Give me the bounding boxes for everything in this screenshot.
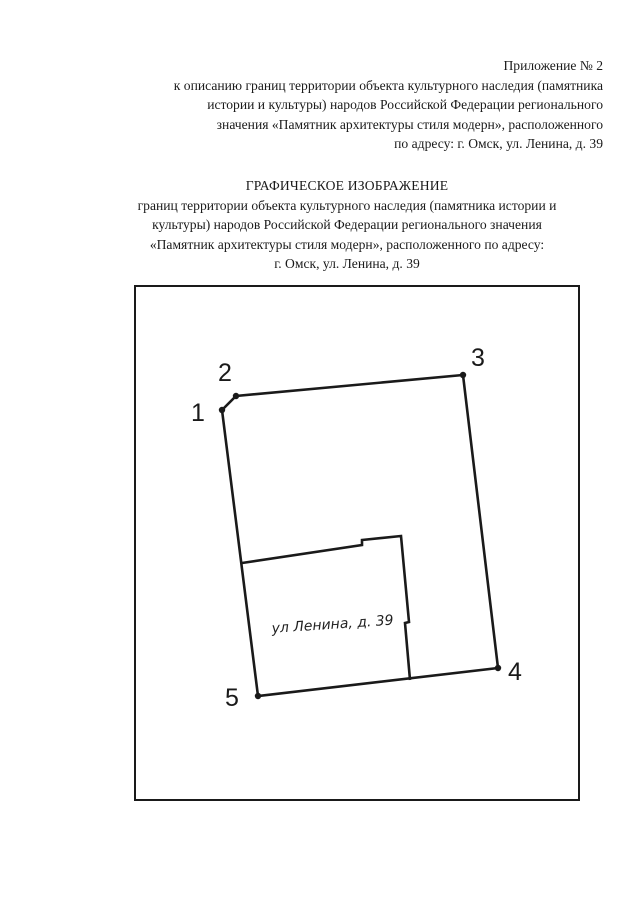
appendix-text-line: к описанию границ территории объекта культурного наследия (памятника xyxy=(173,77,603,93)
point-label-4: 4 xyxy=(508,658,522,686)
boundary-point-4 xyxy=(495,665,501,671)
heading-text-line: г. Омск, ул. Ленина, д. 39 xyxy=(274,256,420,271)
boundary-point-5 xyxy=(255,693,261,699)
appendix-number: Приложение № 2 xyxy=(503,58,603,73)
boundary-point-1 xyxy=(219,407,225,413)
territory-boundary xyxy=(222,375,498,696)
heading-text-line: границ территории объекта культурного наследия (памятника истории и xyxy=(137,197,557,213)
point-label-5: 5 xyxy=(225,684,239,712)
boundary-point-2 xyxy=(233,393,239,399)
building-contour xyxy=(242,536,410,680)
heading-text-line: «Памятник архитектуры стиля модерн», расположенного по адресу: xyxy=(149,236,545,252)
building-address-label: ул Ленина, д. 39 xyxy=(271,612,395,637)
point-label-2: 2 xyxy=(218,359,232,387)
appendix-text-line: значения «Памятник архитектуры стиля модерн», расположенного xyxy=(216,116,603,132)
point-label-3: 3 xyxy=(471,344,485,372)
appendix-text-line: истории и культуры) народов Российской Федерации регионального xyxy=(207,97,603,112)
point-label-1: 1 xyxy=(191,399,205,427)
boundary-point-3 xyxy=(460,372,466,378)
heading-text-line: культуры) народов Российской Федерации регионального значения xyxy=(152,217,542,232)
document-title: ГРАФИЧЕСКОЕ ИЗОБРАЖЕНИЕ xyxy=(245,178,449,193)
appendix-text-line: по адресу: г. Омск, ул. Ленина, д. 39 xyxy=(394,136,603,151)
